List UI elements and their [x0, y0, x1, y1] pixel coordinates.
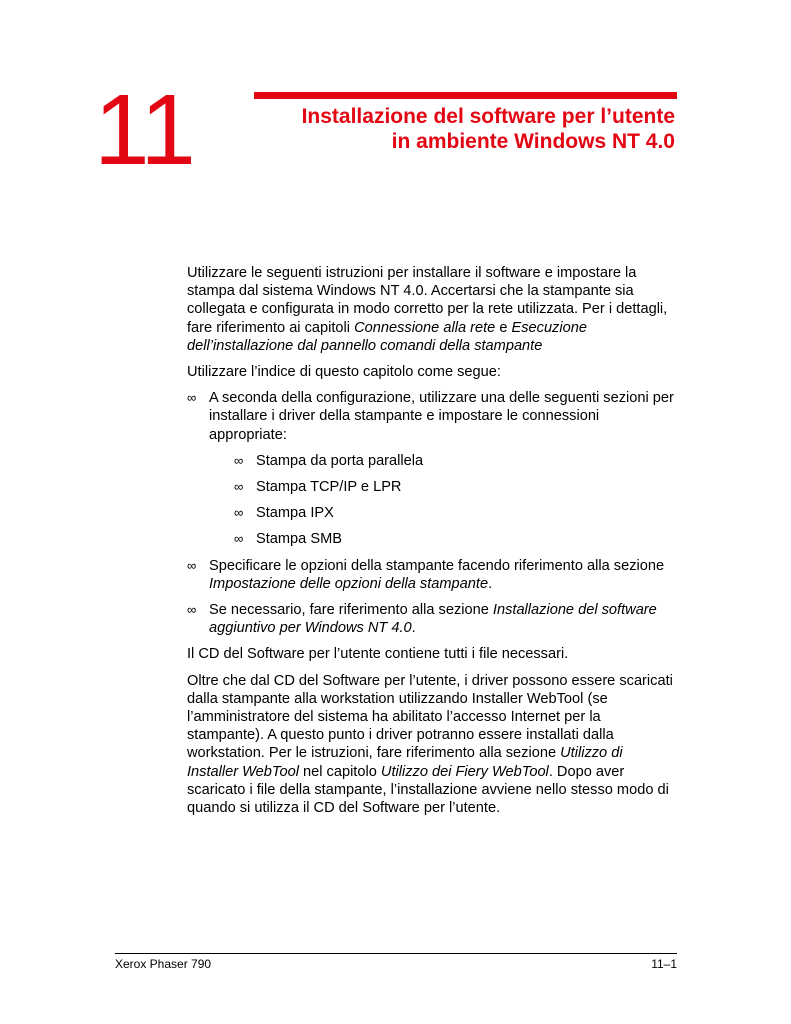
- webtool-ref-installer: Utilizzo di Installer WebTool: [187, 745, 623, 780]
- chapter-title: [254, 104, 675, 154]
- sub-bullet-item: [187, 478, 677, 496]
- sub-bullet-item: [187, 452, 677, 470]
- webtool-ref-fiery: Utilizzo dei Fiery WebTool: [380, 763, 549, 780]
- sub-bullet-text: Stampa IPX: [256, 505, 334, 522]
- sub-bullet-text: Stampa TCP/IP e LPR: [256, 479, 402, 496]
- intro-ref-connessione: Connessione alla rete: [354, 319, 496, 336]
- footer-product: Xerox Phaser 790: [115, 957, 212, 971]
- bullet-item: [187, 389, 677, 444]
- body-content: [187, 264, 677, 825]
- bullet-text: [209, 602, 657, 636]
- cd-paragraph: Il CD del Software per l’utente contiene tutti i file necessari.: [187, 646, 569, 663]
- footer-rule: [115, 953, 677, 954]
- webtool-text: nel capitolo: [298, 763, 381, 780]
- intro-text: Utilizzare le seguenti istruzioni per installare il software e impostare la stampa dal sistema Windows NT 4.0. Accertarsi che la stampante sia collegata e configurata in modo corretto per la rete utilizzata. Per i dettagli, fare riferimento ai capitoli: [187, 265, 668, 336]
- webtool-text: . Dopo aver scaricato i file della stampante, l’installazione avviene nello stesso modo di quando si utilizza il CD del Software per l’utente.: [187, 763, 669, 817]
- bullet-item: [187, 557, 677, 593]
- title-rule: [254, 92, 677, 99]
- bullet-icon: ∞: [234, 531, 244, 547]
- bullet-text-part: .: [488, 575, 493, 592]
- intro-ref-esecuzione: Esecuzione dell’installazione dal pannello comandi della stampante: [187, 319, 587, 354]
- sub-bullet-text: Stampa da porta parallela: [256, 452, 424, 469]
- webtool-paragraph: [187, 672, 677, 818]
- bullet-ref-opzioni: Impostazione delle opzioni della stampante: [209, 575, 489, 592]
- intro-paragraph: [187, 264, 677, 355]
- bullet-icon: ∞: [187, 602, 197, 618]
- bullet-icon: ∞: [234, 479, 244, 495]
- sub-bullet-item: [187, 504, 677, 522]
- bullet-ref-software: Installazione del software aggiuntivo per Windows NT 4.0: [209, 602, 657, 637]
- bullet-icon: ∞: [187, 557, 197, 573]
- chapter-title-line-1: Installazione del software per l’utente: [301, 105, 675, 128]
- bullet-text: [209, 558, 664, 592]
- bullet-item: [187, 601, 677, 637]
- index-paragraph: Utilizzare l’indice di questo capitolo come segue:: [187, 364, 501, 381]
- bullet-icon: ∞: [234, 452, 244, 468]
- bullet-text: A seconda della configurazione, utilizzare una delle seguenti sezioni per installare i driver della stampante e impostare le connessioni appropriate:: [209, 390, 674, 443]
- bullet-icon: ∞: [187, 390, 197, 406]
- bullet-text-part: Se necessario, fare riferimento alla sezione: [209, 602, 493, 619]
- bullet-icon: ∞: [234, 505, 244, 521]
- sub-bullet-text: Stampa SMB: [256, 531, 342, 548]
- sub-bullet-item: [187, 530, 677, 548]
- bullet-text-part: .: [411, 620, 416, 637]
- webtool-text: Oltre che dal CD del Software per l’utente, i driver possono essere scaricati dalla stampante alla workstation utilizzando Installer WebTool (se l’amministratore del sistema ha abilitato l’accesso Internet per la stampante). A questo punto i driver potranno essere installati dalla workstation. Per le istruzioni, fare riferimento alla sezione: [187, 672, 673, 762]
- intro-text-and: e: [495, 319, 512, 336]
- chapter-number: 11: [94, 74, 194, 186]
- footer-page-number: 11–1: [651, 957, 677, 971]
- chapter-title-line-2: in ambiente Windows NT 4.0: [391, 130, 675, 153]
- bullet-text-part: Specificare le opzioni della stampante facendo riferimento alla sezione: [209, 557, 665, 574]
